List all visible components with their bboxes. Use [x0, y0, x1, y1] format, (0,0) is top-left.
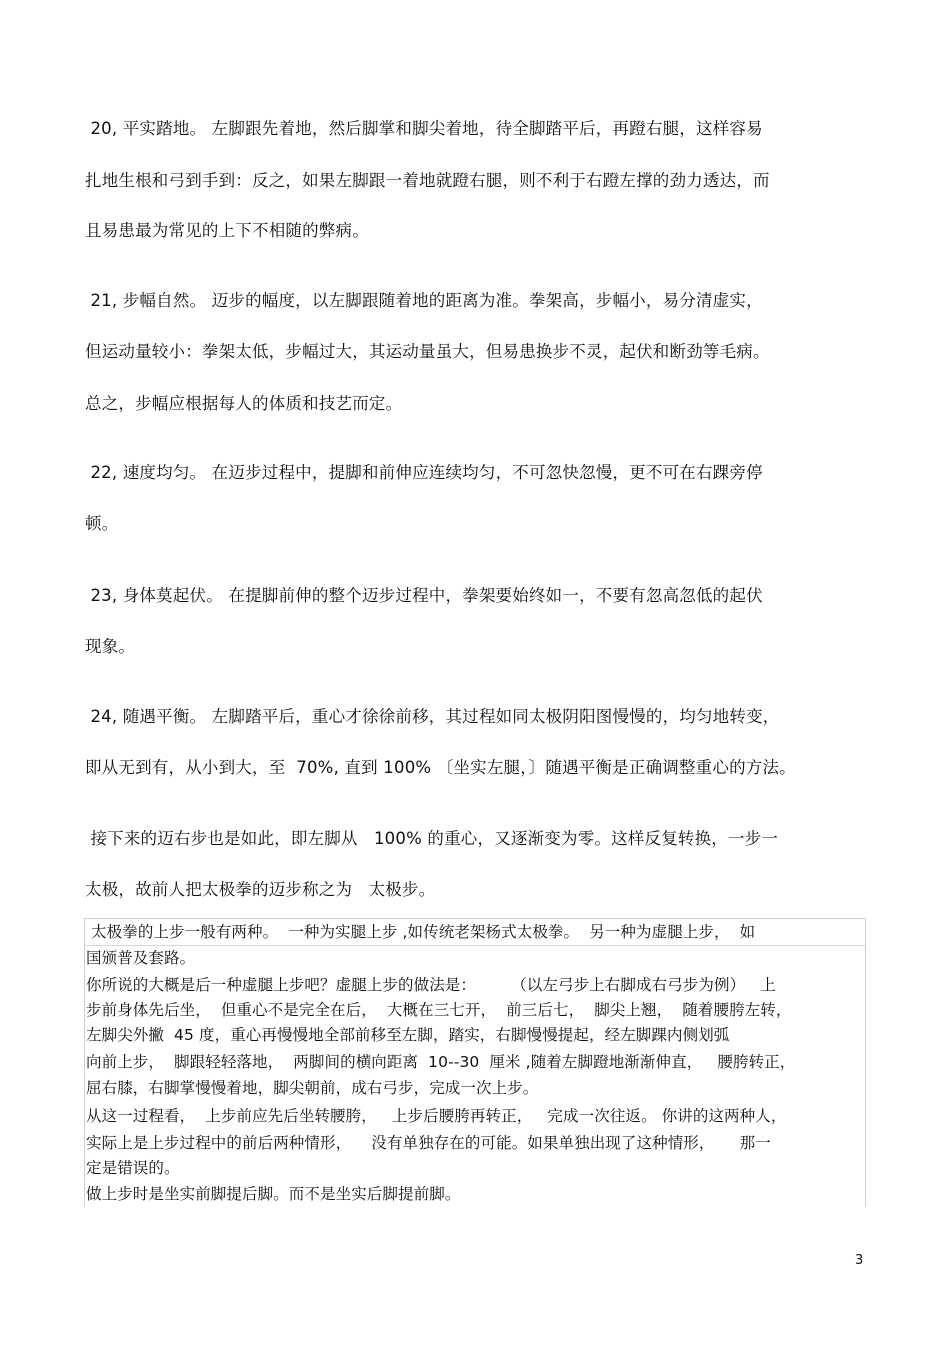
- box-divider: [84, 945, 865, 946]
- box-line-3: 你所说的大概是后一种虚腿上步吧？虚腿上步的做法是： （以左弓步上右脚成右弓步为例） 上: [86, 976, 776, 994]
- para-20-line1: 20, 平实踏地。 左脚跟先着地，然后脚掌和脚尖着地，待全脚踏平后，再蹬右腿，这样容易: [85, 119, 763, 138]
- para-20-line3: 且易患最为常见的上下不相随的弊病。: [85, 221, 369, 240]
- para-22-line1: 22, 速度均匀。 在迈步过程中，提脚和前伸应连续均匀，不可忽快忽慢，更不可在右踝旁停: [85, 463, 763, 482]
- para-22-line2: 顿。: [85, 514, 119, 533]
- page-number: 3: [855, 1253, 864, 1268]
- para-23-line1: 23, 身体莫起伏。 在提脚前伸的整个迈步过程中，拳架要始终如一，不要有忽高忽低的起伏: [85, 586, 763, 605]
- box-line-6: 向前上步， 脚跟轻轻落地， 两脚间的横向距离 10--30 厘米 ,随着左脚蹬地渐渐伸直， 腰胯转正，: [86, 1053, 796, 1071]
- box-line-2: 国颁普及套路。: [86, 949, 196, 967]
- box-line-1: 太极拳的上步一般有两种。 一种为实腿上步 ,如传统老架杨式太极拳。 另一种为虚腿上步， 如: [86, 923, 756, 941]
- box-line-5: 左脚尖外撇 45 度，重心再慢慢地全部前移至左脚，踏实，右脚慢慢提起，经左脚踝内侧划弧: [86, 1026, 730, 1044]
- para-21-line2: 但运动量较小：拳架太低，步幅过大，其运动量虽大，但易患换步不灵，起伏和断劲等毛病。: [85, 342, 770, 361]
- para-20-line2: 扎地生根和弓到手到：反之，如果左脚跟一着地就蹬右腿，则不利于右蹬左撑的劲力透达，而: [85, 171, 770, 190]
- box-line-9: 实际上是上步过程中的前后两种情形， 没有单独存在的可能。如果单独出现了这种情形， 那一: [86, 1134, 771, 1152]
- box-line-7: 屈右膝，右脚掌慢慢着地，脚尖朝前，成右弓步，完成一次上步。: [86, 1079, 539, 1097]
- box-line-11: 做上步时是坐实前脚提后脚。而不是坐实后脚提前脚。: [86, 1185, 461, 1203]
- para-24-line2: 即从无到有，从小到大，至 70%, 直到 100% 〔坐实左腿，〕随遇平衡是正确调整重心的方法。: [85, 758, 796, 777]
- para-next-line2: 太极，故前人把太极拳的迈步称之为 太极步。: [85, 880, 436, 899]
- para-21-line3: 总之，步幅应根据每人的体质和技艺而定。: [85, 394, 403, 413]
- box-line-8: 从这一过程看， 上步前应先后坐转腰胯， 上步后腰胯再转正， 完成一次往返。 你讲的这两种人，: [86, 1107, 787, 1125]
- box-line-10: 定是错误的。: [86, 1159, 180, 1177]
- para-23-line2: 现象。: [85, 637, 136, 656]
- para-next-line1: 接下来的迈右步也是如此，即左脚从 100% 的重心，又逐渐变为零。这样反复转换，一步一: [85, 829, 779, 848]
- box-line-4: 步前身体先后坐， 但重心不是完全在后， 大概在三七开， 前三后七， 脚尖上翘， 随着腰胯左转，: [86, 1001, 792, 1019]
- para-21-line1: 21, 步幅自然。 迈步的幅度，以左脚跟随着地的距离为准。拳架高，步幅小，易分清虚实，: [85, 291, 763, 310]
- para-24-line1: 24, 随遇平衡。 左脚踏平后，重心才徐徐前移，其过程如同太极阴阳图慢慢的，均匀地转变，: [85, 707, 780, 726]
